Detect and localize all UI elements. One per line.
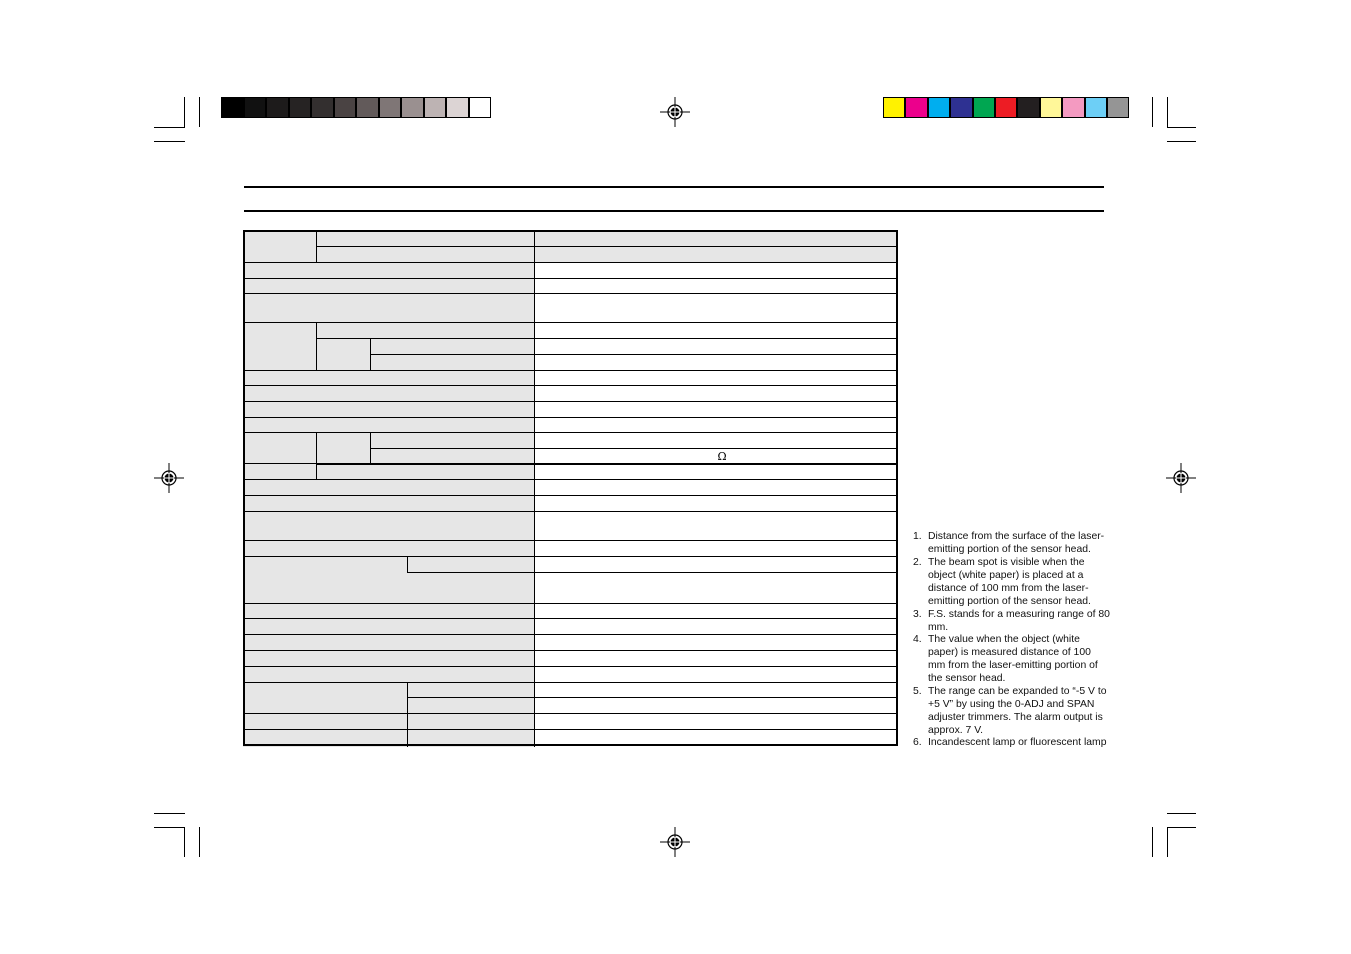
footnote-text: The range can be expanded to “-5 V to +5 V” by using the 0-ADJ and SPAN adjuster trimmers. The alarm output is approx. 7 V.	[928, 686, 1107, 736]
color-bar-swatch	[905, 97, 927, 118]
gray-bar-swatch	[334, 97, 357, 118]
gray-bar-swatch	[266, 97, 289, 118]
header-rule-bottom	[244, 210, 1104, 212]
omega-symbol: Ω	[717, 450, 727, 463]
gray-bar-swatch	[221, 97, 244, 118]
color-bar-swatch	[1062, 97, 1084, 118]
color-bar-swatch	[995, 97, 1017, 118]
registration-target-top	[660, 97, 690, 127]
footnote-number: 1.	[913, 531, 922, 542]
color-bar-swatch	[1085, 97, 1107, 118]
registration-target-bottom	[660, 827, 690, 857]
gray-bar-swatch	[356, 97, 379, 118]
gray-bar-swatch	[469, 97, 492, 118]
color-bar-swatch	[950, 97, 972, 118]
gray-bar-swatch	[289, 97, 312, 118]
footnote-text: The beam spot is visible when the object (white paper) is placed at a distance of 100 mm from the laser-emitting portion of the sensor head.	[928, 557, 1091, 607]
footnote-number: 2.	[913, 557, 922, 568]
specification-table	[243, 230, 900, 747]
footnote-number: 4.	[913, 634, 922, 645]
gray-bar-swatch	[446, 97, 469, 118]
footnote-text: The value when the object (white paper) is measured distance of 100 mm from the laser-emitting portion of the sensor head.	[928, 634, 1098, 684]
gray-bar-swatch	[244, 97, 267, 118]
footnote-number: 6.	[913, 737, 922, 748]
footnote-number: 5.	[913, 686, 922, 697]
footnote-number: 3.	[913, 609, 922, 620]
color-bar-swatch	[1017, 97, 1039, 118]
gray-bar-swatch	[379, 97, 402, 118]
gray-bar-swatch	[401, 97, 424, 118]
registration-target-left	[154, 463, 184, 493]
color-bar-swatch	[1107, 97, 1129, 118]
color-bar-swatch	[928, 97, 950, 118]
registration-target-right	[1166, 463, 1196, 493]
footnote-text: F.S. stands for a measuring range of 80 mm.	[928, 609, 1110, 633]
footnote-text: Distance from the surface of the laser-emitting portion of the sensor head.	[928, 531, 1105, 555]
color-bar-swatch	[973, 97, 995, 118]
header-rule-top	[244, 186, 1104, 188]
color-bar-swatch	[883, 97, 905, 118]
label-column-shading	[243, 230, 897, 747]
color-bar-swatch	[1040, 97, 1062, 118]
gray-bar-swatch	[424, 97, 447, 118]
footnote-text: Incandescent lamp or fluorescent lamp	[928, 737, 1107, 748]
gray-bar-swatch	[311, 97, 334, 118]
